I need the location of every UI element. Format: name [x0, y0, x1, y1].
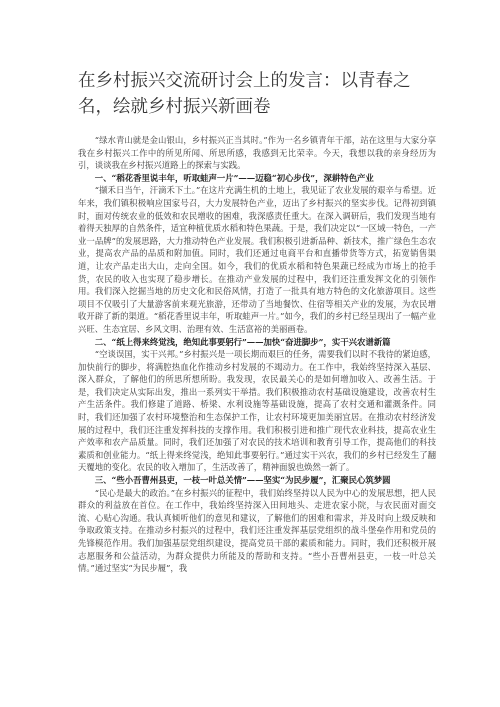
section-paragraph-1: “撷禾日当午，汗滴禾下土。”在这片充满生机的土地上，我见证了农业发展的艰辛与希望。近年来，我们镇积极响应国家号召，大力发展特色产业，迈出了乡村振兴的坚实步伐。记得初到镇时，面对传统农业的低效和农民增收的困难，我深感责任重大。在深入调研后，我们发现当地有着得天独厚的自然条件，适宜种植优质水稻和特色果蔬。于是，我们决定以“一区域一特色，一产业一品牌”的发展思路，大力推动特色产业发展。我们积极引进新品种、新技术，推广绿色生态农业，提高农产品的品质和附加值。同时，我们还通过电商平台和直播带货等方式，拓宽销售渠道，让农产品走出大山，走向全国。如今，我们的优质水稻和特色果蔬已经成为市场上的抢手货，农民的收入也实现了稳步增长。在推动产业发展的过程中，我们还注重发挥文化的引领作用。我们深入挖掘当地的历史文化和民俗风情，打造了一批具有地方特色的文化旅游项目。这些项目不仅吸引了大量游客前来观光旅游，还带动了当地餐饮、住宿等相关产业的发展，为农民增收开辟了新的渠道。“稻花香里说丰年，听取蛙声一片。”如今，我们的乡村已经呈现出了一幅产业兴旺、生态宜居、乡风文明、治理有效、生活富裕的美丽画卷。: [78, 185, 436, 334]
section-heading-1: 一、“稻花香里说丰年，听取蛙声一片”——迈稳“初心步伐”，深耕特色产业: [94, 172, 374, 183]
section-paragraph-3: “民心是最大的政治。”在乡村振兴的征程中，我们始终坚持以人民为中心的发展思想，把人民群众的利益放在首位。在工作中，我始终坚持深入田间地头、走进农家小院，与农民面对面交流、心贴心沟通。我认真倾听他们的意见和建议，了解他们的困难和需求，并及时向上级反映和争取政策支持。在推动乡村振兴的过程中，我们还注重发挥基层党组织的战斗堡垒作用和党员的先锋模范作用。我们加强基层党组织建设，提高党员干部的素质和能力。同时，我们还积极开展志愿服务和公益活动，为群众提供力所能及的帮助和支持。“些小吾曹州县吏，一枝一叶总关情。”通过坚实“为民步履”，我: [78, 487, 436, 574]
page-title: 在乡村振兴交流研讨会上的发言：以青春之名，绘就乡村振兴新画卷: [78, 71, 411, 117]
section-heading-2: 二、“纸上得来终觉浅，绝知此事要躬行”——加快“奋进脚步”，实干兴农谱新篇: [94, 336, 391, 347]
intro-paragraph: “绿水青山就是金山银山，乡村振兴正当其时。”作为一名乡镇青年干部，站在这里与大家分享我在乡村振兴工作中的所见所闻、所思所感，我感到无比荣幸。今天，我想以我的亲身经历为引，谈谈我在乡村振兴道路上的探索与实践。: [78, 135, 436, 171]
section-heading-3: 三、“些小吾曹州县吏，一枝一叶总关情”——坚实“为民步履”，汇聚民心筑梦圆: [94, 475, 391, 486]
section-paragraph-2: “空谈误国，实干兴邦。”乡村振兴是一项长期而艰巨的任务，需要我们以时不我待的紧迫感，加快前行的脚步，将满腔热血化作推动乡村发展的不竭动力。在工作中，我始终坚持深入基层、深入群众，了解他们的所思所想所盼。我发现，农民最关心的是如何增加收入、改善生活。于是，我们决定从实际出发，推出一系列实干举措。我们积极推动农村基础设施建设，改善农村生产生活条件。我们修建了道路、桥梁、水利设施等基础设施，提高了农村交通和灌溉条件。同时，我们还加强了农村环境整治和生态保护工作，让农村环境更加美丽宜居。在推动农村经济发展的过程中，我们还注重发挥科技的支撑作用。我们积极引进和推广现代农业科技，提高农业生产效率和农产品质量。同时，我们还加强了对农民的技术培训和教育引导工作，提高他们的科技素质和创业能力。“纸上得来终觉浅，绝知此事要躬行。”通过实干兴农，我们的乡村已经发生了翻天覆地的变化。农民的收入增加了，生活改善了，精神面貌也焕然一新了。: [78, 349, 436, 473]
document-body: [78, 134, 436, 575]
